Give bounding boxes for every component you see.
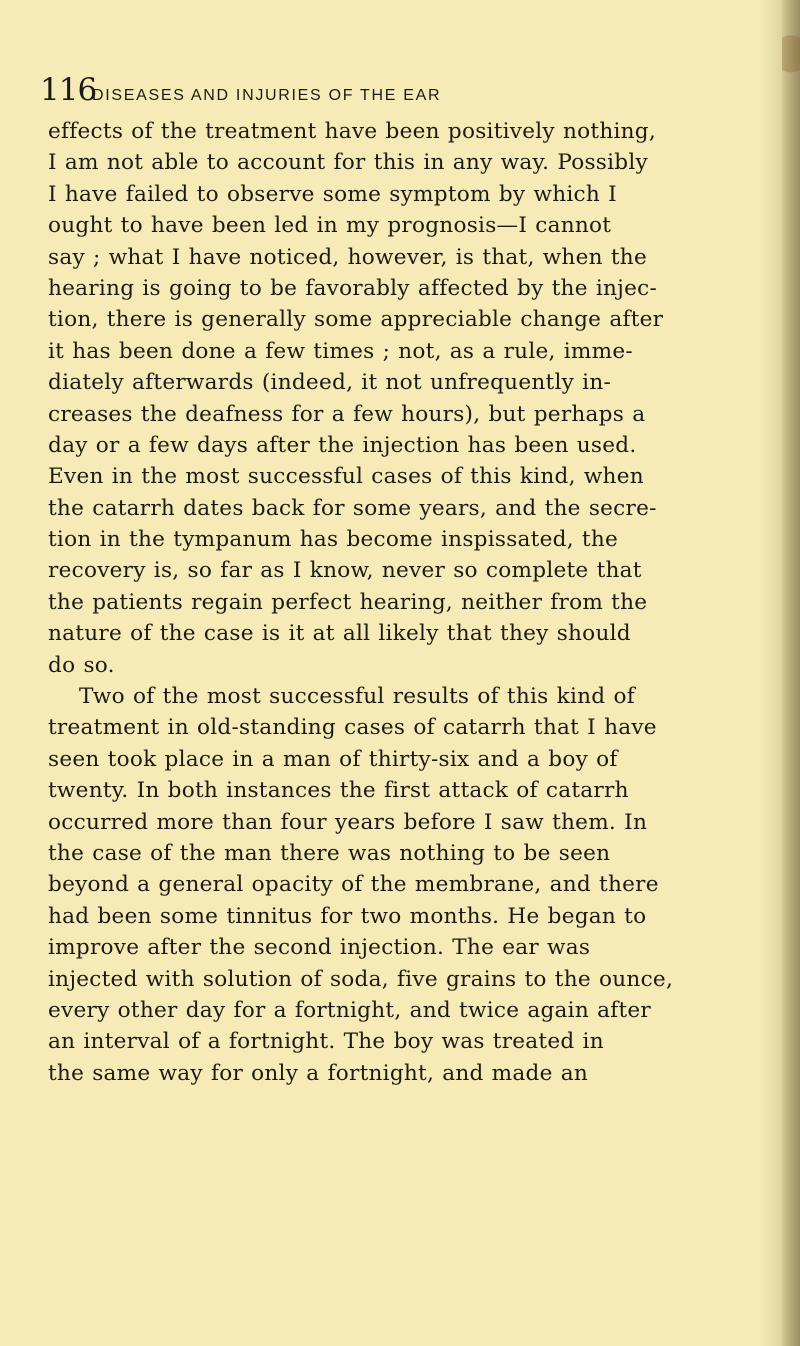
text-line: occurred more than four years before I saw them. In [48,809,648,835]
text-line: the same way for only a fortnight, and made an [48,1060,589,1086]
text-line: twenty. In both instances the first attack of catarrh [48,778,629,804]
text-line: Two of the most successful results of this kind of [79,684,635,710]
text-line: the case of the man there was nothing to be seen [48,840,611,866]
text-line: effects of the treatment have been positively nothing, [48,119,656,144]
text-line: had been some tinnitus for two months. He began to [48,903,647,929]
text-line: I have failed to observe some symptom by which I [48,181,617,207]
page-header [40,74,780,118]
page-edge-shadow [782,0,800,1346]
running-title: DISEASES AND INJURIES OF THE EAR [92,87,442,104]
text-line: say ; what I have noticed, however, is that, when the [48,244,647,270]
text-line: creases the deafness for a few hours), but perhaps a [48,401,646,427]
text-line: recovery is, so far as I know, never so complete that [48,558,642,584]
text-line: tion in the tympanum has become inspissated, the [48,527,619,553]
text-line: nature of the case is it at all likely that they should [48,621,631,647]
text-line: the patients regain perfect hearing, neither from the [48,589,648,615]
text-line: injected with solution of soda, five grains to the ounce, [48,966,674,992]
text-line: seen took place in a man of thirty-six and a boy of [48,746,618,772]
text-line: an interval of a fortnight. The boy was treated in [48,1029,604,1055]
text-line: beyond a general opacity of the membrane, and there [48,872,659,898]
text-line: treatment in old-standing cases of catarrh that I have [48,715,657,741]
text-line: Even in the most successful cases of this kind, when [48,464,644,490]
text-line: the catarrh dates back for some years, and the secre- [48,495,657,521]
text-line: tion, there is generally some appreciable change after [48,307,664,333]
text-line: ought to have been led in my prognosis—I cannot [48,213,612,239]
text-line: do so. [48,652,115,678]
text-line: diately afterwards (indeed, it not unfrequently in- [48,370,612,396]
text-line: improve after the second injection. The ear was [48,935,591,961]
text-line: every other day for a fortnight, and twice again after [48,997,651,1023]
text-line: I am not able to account for this in any way. Possibly [48,150,648,176]
text-line: it has been done a few times ; not, as a rule, imme- [48,338,633,364]
page-number: 116 [40,72,97,108]
body-text [48,116,752,1089]
text-line: day or a few days after the injection has been used. [48,432,637,458]
text-line: hearing is going to be favorably affected by the injec- [48,275,658,301]
